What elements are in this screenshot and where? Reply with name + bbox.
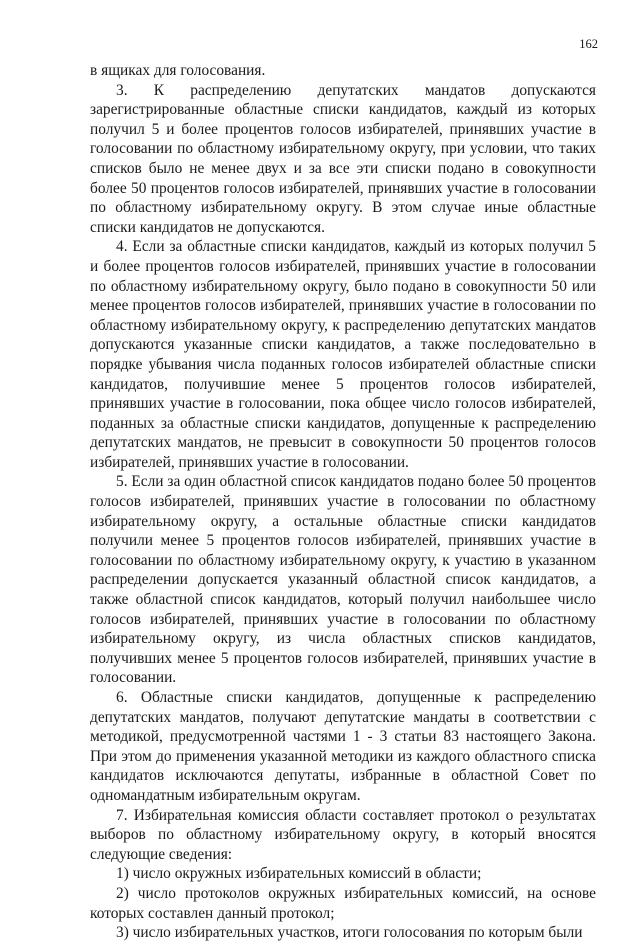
- list-item-1: 1) число окружных избирательных комиссий в области;: [116, 865, 482, 883]
- document-body: [90, 61, 596, 943]
- paragraph-item-5: 5. Если за один областной список кандидатов подано более 50 процентов голосов избирателей, принявших участие в голосовании по областному избирательному округу, а остальные областные списки кандидатов получили менее 5 процентов голосов избирателей, принявших участие в голосовании по областному избирательному округу, к участию в указанном распределении допускается указанный областной список кандидатов, а также областной список кандидатов, который получил наибольшее число голосов избирателей, принявших участие в голосовании по областному избирательному округу, из числа областных списков кандидатов, получивших менее 5 процентов голосов избирателей, принявших участие в голосовании.: [90, 473, 597, 687]
- paragraph-item-3: 3. К распределению депутатских мандатов допускаются зарегистрированные областные списки кандидатов, каждый из которых получил 5 и более процентов голосов избирателей, принявших участие в голосовании по областному избирательному округу, при условии, что таких списков было не менее двух и за все эти списки подано в совокупности более 50 процентов голосов избирателей, принявших участие в голосовании по областному избирательному округу. В этом случае иные областные списки кандидатов не допускаются.: [90, 81, 596, 236]
- list-item-2: 2) число протоколов окружных избирательных комиссий, на основе которых составлен данный протокол;: [90, 884, 596, 922]
- page-number: 162: [579, 37, 598, 51]
- list-item-3: 3) число избирательных участков, итоги голосования по которым были: [116, 924, 583, 942]
- paragraph-continuation: в ящиках для голосования.: [90, 62, 266, 79]
- paragraph-item-7: 7. Избирательная комиссия области составляет протокол о результатах выборов по областному избирательному округу, в который вносятся следующие сведения:: [90, 806, 596, 863]
- paragraph-item-6: 6. Областные списки кандидатов, допущенные к распределению депутатских мандатов, получают депутатские мандаты в соответствии с методикой, предусмотренной частями 1 - 3 статьи 83 настоящего Закона. При этом до применения указанной методики из каждого областного списка кандидатов исключаются депутаты, избранные в областной Совет по одномандатным избирательным округам.: [90, 689, 596, 804]
- paragraph-item-4: 4. Если за областные списки кандидатов, каждый из которых получил 5 и более процентов голосов избирателей, принявших участие в голосовании по областному избирательному округу, было подано в совокупности 50 или менее процентов голосов избирателей, принявших участие в голосовании по областному избирательному округу, к распределению депутатских мандатов допускаются указанные списки кандидатов, а также последовательно в порядке убывания числа поданных голосов избирателей областные списки кандидатов, получившие менее 5 процентов голосов избирателей, принявших участие в голосовании, пока общее число голосов избирателей, поданных за областные списки кандидатов, допущенные к распределению депутатских мандатов, не превысит в совокупности 50 процентов голосов избирателей, принявших участие в голосовании.: [90, 238, 596, 471]
